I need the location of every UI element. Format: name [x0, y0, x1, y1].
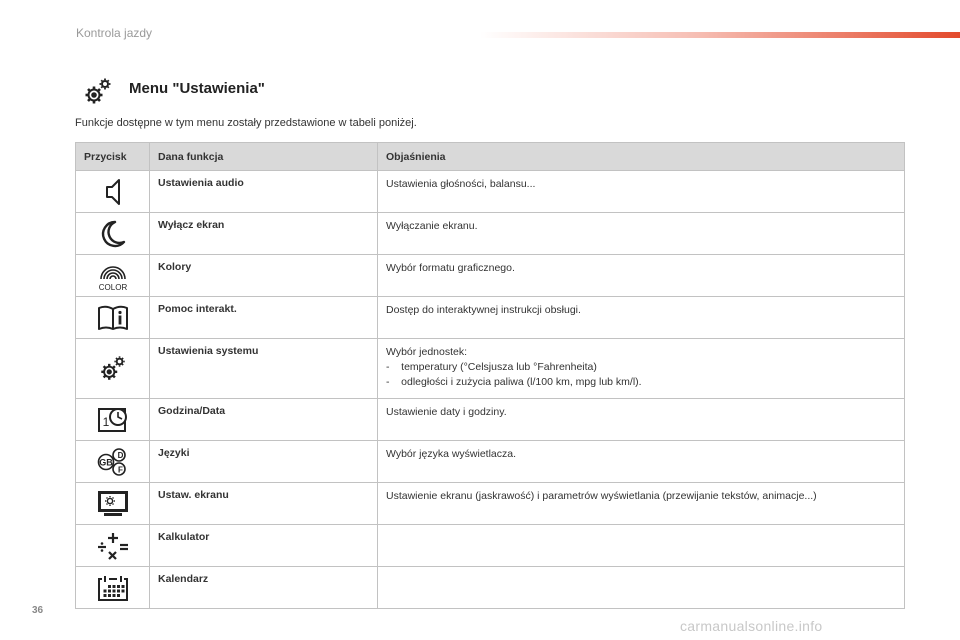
calendar-day-label: 1: [102, 414, 109, 429]
screen-brightness-icon: [94, 488, 132, 520]
watermark: carmanualsonline.info: [680, 618, 823, 634]
running-header: Kontrola jazdy: [76, 26, 153, 40]
function-name: Ustawienia systemu: [150, 339, 378, 399]
function-name: Kalendarz: [150, 567, 378, 609]
table-row: [76, 171, 905, 213]
description: Ustawienia głośności, balansu...: [386, 178, 536, 190]
settings-table: [75, 142, 905, 609]
calculator-icon: [94, 530, 132, 562]
color-icon-label: COLOR: [98, 282, 127, 292]
moon-icon: [98, 218, 128, 250]
table-row: [76, 297, 905, 339]
table-row: [76, 339, 905, 399]
table-row: [76, 399, 905, 441]
calendar-icon: [94, 572, 132, 604]
table-row: [76, 255, 905, 297]
page-number: 36: [32, 605, 44, 616]
languages-icon: [93, 446, 133, 478]
description: Wyłączanie ekranu.: [386, 220, 478, 232]
description: Ustawienie ekranu (jaskrawość) i parametrów wyświetlania (przewijanie tekstów, animacje...): [386, 490, 817, 502]
table-row: [76, 213, 905, 255]
color-icon: [93, 260, 133, 292]
column-header-description: Objaśnienia: [378, 143, 905, 171]
language-label-f: F: [117, 465, 123, 474]
description: Wybór formatu graficznego.: [386, 262, 515, 274]
table-header-row: [76, 143, 905, 171]
settings-gears-icon: [82, 76, 114, 108]
language-label-d: D: [117, 450, 123, 460]
function-name: Ustawienia audio: [150, 171, 378, 213]
function-name: Kolory: [150, 255, 378, 297]
section-title: Menu "Ustawienia": [129, 80, 265, 97]
table-row: [76, 483, 905, 525]
speaker-icon: [98, 176, 128, 208]
description: Ustawienie daty i godziny.: [386, 406, 507, 418]
header-accent-bar: [480, 32, 960, 38]
description: Wybór jednostek:: [386, 346, 468, 358]
table-row: [76, 567, 905, 609]
description: Dostęp do interaktywnej instrukcji obsługi.: [386, 304, 581, 316]
language-label-gb: GB: [98, 457, 113, 467]
book-info-icon: [95, 302, 131, 334]
function-name: Godzina/Data: [150, 399, 378, 441]
intro-text: Funkcje dostępne w tym menu zostały przedstawione w tabeli poniżej.: [75, 117, 417, 129]
function-name: Kalkulator: [150, 525, 378, 567]
table-row: [76, 525, 905, 567]
table-row: [76, 441, 905, 483]
function-name: Języki: [150, 441, 378, 483]
description: Wybór języka wyświetlacza.: [386, 448, 517, 460]
function-name: Ustaw. ekranu: [150, 483, 378, 525]
function-name: Pomoc interakt.: [150, 297, 378, 339]
column-header-button: Przycisk: [76, 143, 150, 171]
description-item: - temperatury (°Celsjusza lub °Fahrenheita): [386, 361, 597, 373]
settings-gears-icon: [98, 353, 128, 385]
function-name: Wyłącz ekran: [150, 213, 378, 255]
column-header-function: Dana funkcja: [150, 143, 378, 171]
description-item: - odległości i zużycia paliwa (l/100 km, mpg lub km/l).: [386, 376, 642, 388]
calendar-clock-icon: [95, 404, 131, 436]
